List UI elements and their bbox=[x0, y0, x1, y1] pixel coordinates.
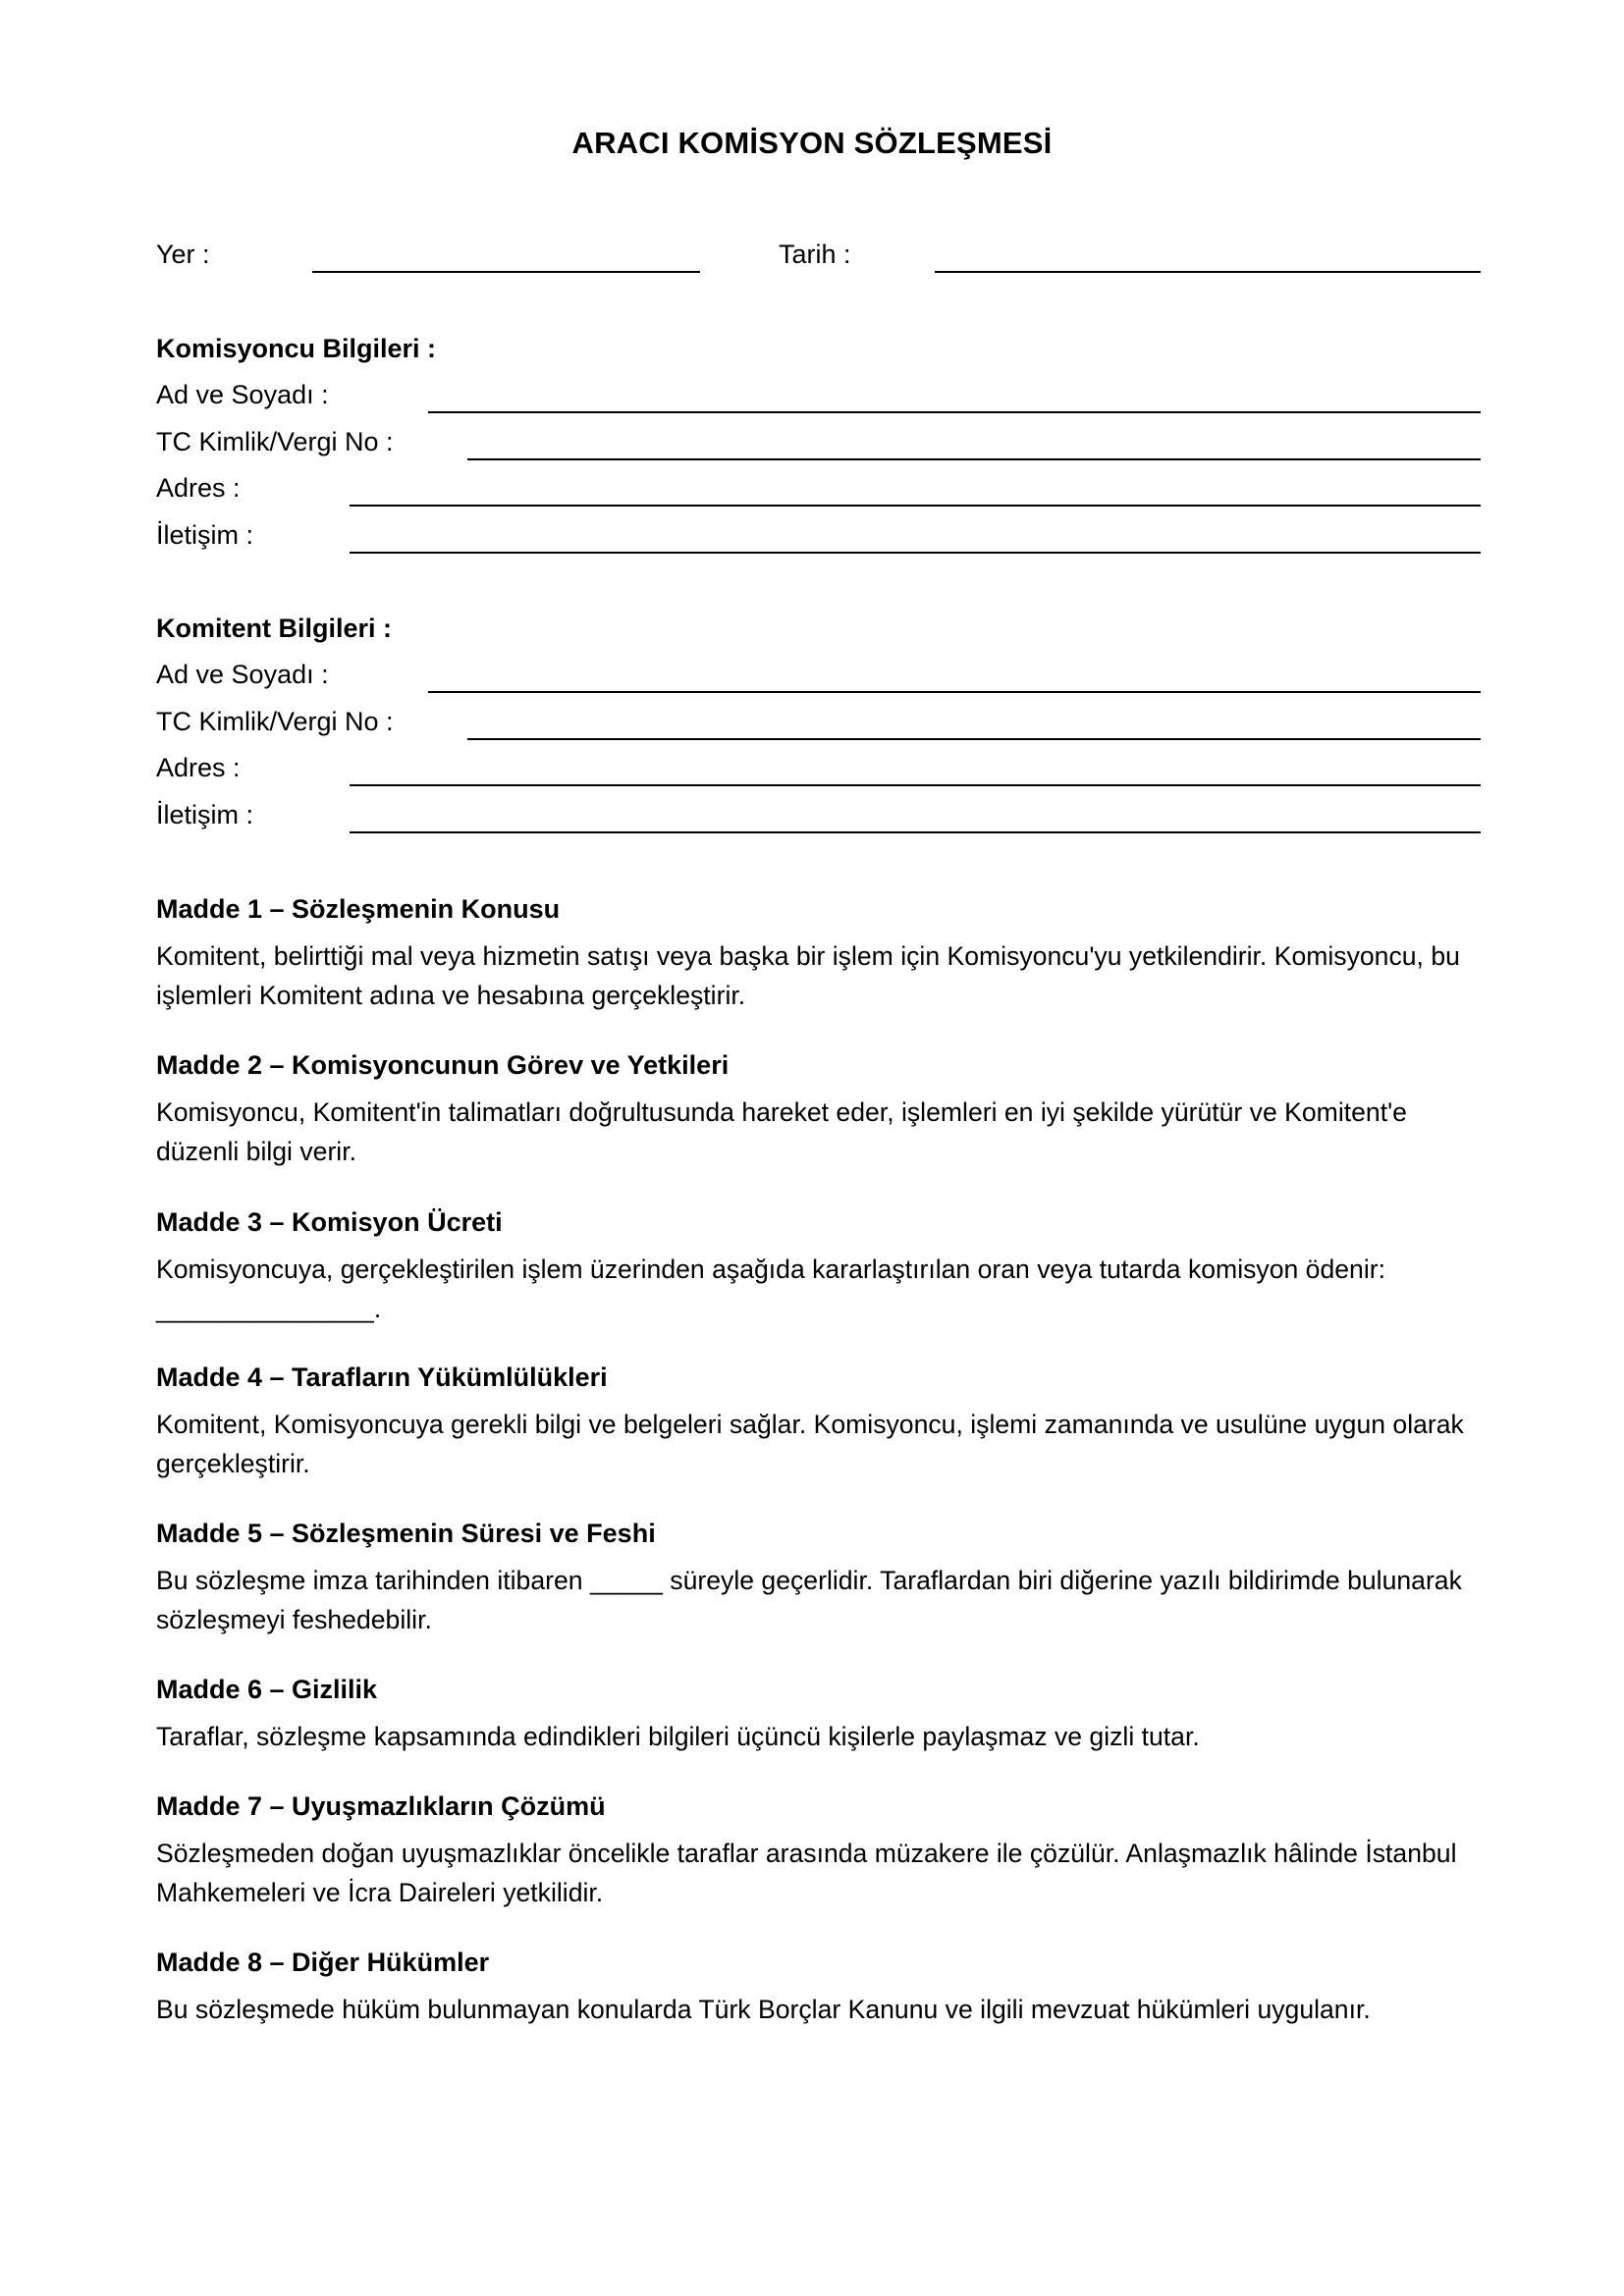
agent-info-heading: Komisyoncu Bilgileri : bbox=[156, 334, 437, 363]
place-field-line[interactable] bbox=[312, 271, 700, 273]
article-title: Madde 1 – Sözleşmenin Konusu bbox=[156, 894, 561, 924]
article-title: Madde 7 – Uyuşmazlıkların Çözümü bbox=[156, 1791, 606, 1821]
document-title: ARACI KOMİSYON SÖZLEŞMESİ bbox=[571, 126, 1053, 160]
article-body: Taraflar, sözleşme kapsamında edindikleri bilgileri üçüncü kişilerle paylaşmaz ve gizli tutar. bbox=[156, 1722, 1200, 1751]
article-1 bbox=[156, 893, 1482, 1015]
article-body: Bu sözleşme imza tarihinden itibaren _____ süreyle geçerlidir. Taraflardan biri diğerine yazılı bildirimde bulunarak sözleşmeyi feshedebilir. bbox=[156, 1566, 1462, 1634]
article-title: Madde 2 – Komisyoncunun Görev ve Yetkileri bbox=[156, 1050, 730, 1080]
article-body: Komisyoncu, Komitent'in talimatları doğrultusunda hareket eder, işlemleri en iyi şekilde yürütür ve Komitent'e düzenli bilgi verir. bbox=[156, 1097, 1407, 1166]
agent-id-field-line[interactable] bbox=[467, 458, 1481, 460]
agent-address-label: Adres : bbox=[156, 473, 241, 503]
article-body: Sözleşmeden doğan uyuşmazlıklar öncelikle taraflar arasında müzakere ile çözülür. Anlaşmazlık hâlinde İstanbul Mahkemeleri ve İcra Daireleri yetkilidir. bbox=[156, 1839, 1457, 1907]
principal-address-label: Adres : bbox=[156, 753, 241, 782]
article-5 bbox=[156, 1518, 1482, 1639]
principal-name-label: Ad ve Soyadı : bbox=[156, 660, 329, 689]
agent-contact-field-line[interactable] bbox=[350, 552, 1481, 554]
article-body: Komitent, belirttiği mal veya hizmetin satışı veya başka bir işlem için Komisyoncu'yu yetkilendirir. Komisyoncu, bu işlemleri Komitent adına ve hesabına gerçekleştirir. bbox=[156, 941, 1460, 1010]
principal-address-field-line[interactable] bbox=[350, 784, 1481, 786]
agent-name-label: Ad ve Soyadı : bbox=[156, 380, 329, 409]
agent-contact-label: İletişim : bbox=[156, 520, 254, 550]
article-body: Bu sözleşmede hüküm bulunmayan konularda Türk Borçlar Kanunu ve ilgili mevzuat hükümleri uygulanır. bbox=[156, 1995, 1371, 2024]
article-8 bbox=[156, 1947, 1482, 2029]
article-title: Madde 6 – Gizlilik bbox=[156, 1675, 378, 1704]
agent-address-field-line[interactable] bbox=[350, 505, 1481, 507]
place-label: Yer : bbox=[156, 240, 210, 269]
principal-id-label: TC Kimlik/Vergi No : bbox=[156, 707, 394, 736]
article-7 bbox=[156, 1790, 1482, 1912]
article-4 bbox=[156, 1362, 1482, 1483]
article-6 bbox=[156, 1674, 1482, 1756]
article-title: Madde 5 – Sözleşmenin Süresi ve Feshi bbox=[156, 1519, 656, 1548]
article-2 bbox=[156, 1049, 1482, 1171]
article-title: Madde 3 – Komisyon Ücreti bbox=[156, 1207, 503, 1237]
agent-name-field-line[interactable] bbox=[428, 411, 1481, 413]
article-body: Komisyoncuya, gerçekleştirilen işlem üzerinden aşağıda kararlaştırılan oran veya tutarda komisyon ödenir: _______________. bbox=[156, 1255, 1385, 1323]
article-title: Madde 8 – Diğer Hükümler bbox=[156, 1948, 490, 1977]
agent-id-label: TC Kimlik/Vergi No : bbox=[156, 427, 394, 456]
principal-contact-field-line[interactable] bbox=[350, 831, 1481, 833]
article-3 bbox=[156, 1206, 1482, 1328]
article-body: Komitent, Komisyoncuya gerekli bilgi ve belgeleri sağlar. Komisyoncu, işlemi zamanında ve usulüne uygun olarak gerçekleştirir. bbox=[156, 1410, 1464, 1478]
principal-id-field-line[interactable] bbox=[467, 738, 1481, 740]
article-title: Madde 4 – Tarafların Yükümlülükleri bbox=[156, 1362, 608, 1392]
principal-name-field-line[interactable] bbox=[428, 691, 1481, 693]
principal-contact-label: İletişim : bbox=[156, 800, 254, 829]
date-field-line[interactable] bbox=[935, 271, 1481, 273]
principal-info-heading: Komitent Bilgileri : bbox=[156, 614, 393, 643]
date-label: Tarih : bbox=[779, 240, 851, 269]
